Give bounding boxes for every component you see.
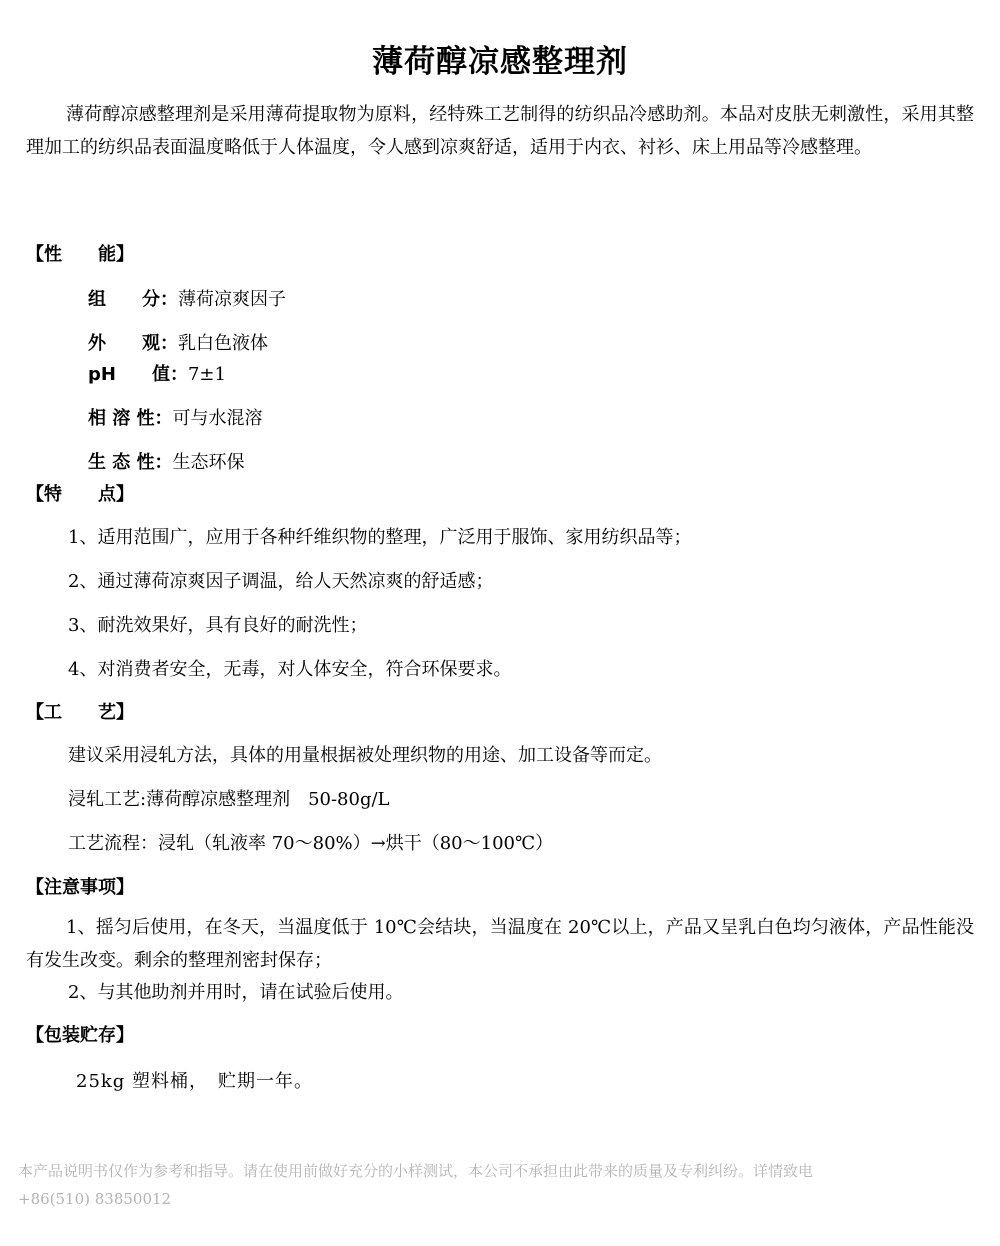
- feature-item: 1、适用范围广，应用于各种纤维织物的整理，广泛用于服饰、家用纺织品等；: [68, 527, 692, 548]
- spec-label: 生 态 性：: [88, 452, 173, 473]
- spec-row-ph: [88, 360, 226, 386]
- spec-label: 外 观：: [88, 333, 178, 354]
- spec-value: 薄荷凉爽因子: [178, 289, 286, 310]
- note-item: 2、与其他助剂并用时，请在试验后使用。: [68, 982, 404, 1003]
- intro-paragraph: 薄荷醇凉感整理剂是采用薄荷提取物为原料，经特殊工艺制得的纺织品冷感助剂。本品对皮肤无刺激性，采用其整理加工的纺织品表面温度略低于人体温度，令人感到凉爽舒适，适用于内衣、衬衫、床上用品等冷感整理。: [26, 104, 974, 158]
- process-line: 建议采用浸轧方法，具体的用量根据被处理织物的用途、加工设备等而定。: [68, 745, 662, 766]
- spec-row-component: [88, 285, 286, 311]
- spec-value: 可与水混溶: [172, 408, 263, 429]
- feature-item: 2、通过薄荷凉爽因子调温，给人天然凉爽的舒适感；: [68, 571, 494, 592]
- spec-label: pH 值：: [88, 364, 188, 385]
- spec-label: 组 分：: [88, 289, 178, 310]
- footer-phone: +86(510) 83850012: [18, 1190, 172, 1208]
- footer-disclaimer: 本产品说明书仅作为参考和指导。请在使用前做好充分的小样测试，本公司不承担由此带来的质量及专利纠纷。详情致电: [18, 1162, 814, 1180]
- spec-row-appearance: [88, 329, 268, 355]
- packaging-heading: 【包装贮存】: [26, 1025, 134, 1046]
- spec-row-compatibility: [88, 404, 263, 430]
- note-item: 1、摇匀后使用，在冬天，当温度低于 10℃会结块，当温度在 20℃以上，产品又呈乳白色均匀液体，产品性能没有发生改变。剩余的整理剂密封保存；: [26, 917, 974, 971]
- process-line: 工艺流程：浸轧（轧液率 70～80%）→烘干（80～100℃）: [68, 833, 554, 854]
- page-title: 薄荷醇凉感整理剂: [372, 44, 628, 80]
- spec-value: 生态环保: [172, 452, 245, 473]
- process-line: 浸轧工艺:薄荷醇凉感整理剂 50-80g/L: [68, 789, 390, 810]
- performance-heading: 【性 能】: [26, 244, 134, 265]
- spec-value: 乳白色液体: [178, 333, 268, 354]
- spec-row-ecology: [88, 448, 245, 474]
- notes-heading: 【注意事项】: [26, 877, 134, 898]
- spec-value: 7±1: [187, 364, 226, 385]
- process-heading: 【工 艺】: [26, 702, 134, 723]
- spec-label: 相 溶 性：: [88, 408, 173, 429]
- packaging-text: 25kg 塑料桶， 贮期一年。: [76, 1071, 314, 1092]
- features-heading: 【特 点】: [26, 484, 134, 505]
- feature-item: 4、对消费者安全，无毒，对人体安全，符合环保要求。: [68, 659, 512, 680]
- feature-item: 3、耐洗效果好，具有良好的耐洗性；: [68, 615, 368, 636]
